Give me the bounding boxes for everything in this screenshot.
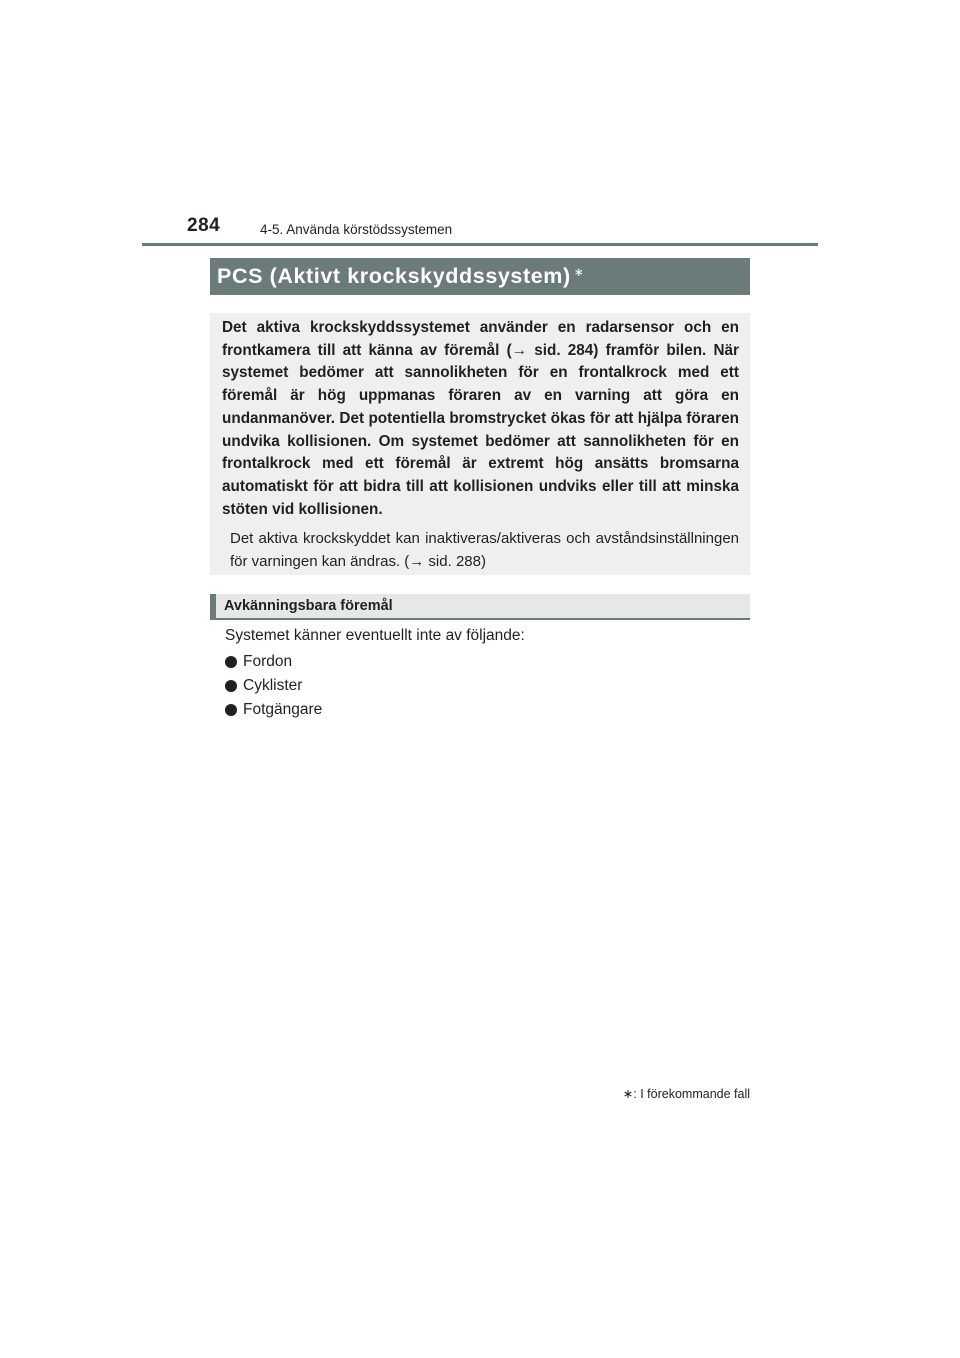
asterisk-marker: ∗ (573, 265, 584, 279)
subsection-title: Avkänningsbara föremål (224, 598, 393, 614)
header-divider (142, 243, 818, 246)
section-title-bar (210, 258, 750, 295)
detectable-objects-list (225, 650, 322, 722)
intro-description: Det aktiva krockskyddssystemet använder en radarsensor och en frontkamera till att känna av föremål (→ sid. 284) framför bilen. När systemet bedömer att sannolikheten för en frontalkrock med ett föremål är hög uppmanas föraren av en varning att göra en undanmanöver. Det potentiella bromstrycket ökas för att hjälpa föraren undvika kollisionen. Om systemet bedömer att sannolikheten för en frontalkrock med ett föremål är extremt hög ansätts bromsarna automatiskt för att bidra till att kollisionen undviks eller till att minska stöten vid kollisionen. (222, 319, 739, 518)
list-item (225, 698, 322, 722)
bullet-icon (225, 704, 237, 716)
subsection-heading (210, 594, 750, 620)
bullet-icon (225, 656, 237, 668)
intro-note: Det aktiva krockskyddet kan inaktiveras/aktiveras och avståndsinställningen för varningen kan ändras. (→ sid. 288) (230, 530, 739, 571)
list-item-label: Fordon (243, 653, 293, 670)
footnote (623, 1086, 750, 1101)
list-item-label: Cyklister (243, 677, 303, 694)
chapter-title: 4-5. Använda körstödssystemen (260, 222, 453, 237)
footnote-text: : I förekommande fall (633, 1087, 750, 1101)
intro-box (210, 313, 750, 575)
list-item (225, 674, 322, 698)
page-number: 284 (187, 215, 221, 236)
subsection-lead: Systemet känner eventuellt inte av följande: (225, 627, 525, 644)
list-item (225, 650, 322, 674)
section-title: PCS (Aktivt krockskyddssystem) (217, 264, 571, 288)
asterisk-marker: ∗ (622, 1087, 634, 1101)
list-item-label: Fotgängare (243, 701, 323, 718)
bullet-icon (225, 680, 237, 692)
